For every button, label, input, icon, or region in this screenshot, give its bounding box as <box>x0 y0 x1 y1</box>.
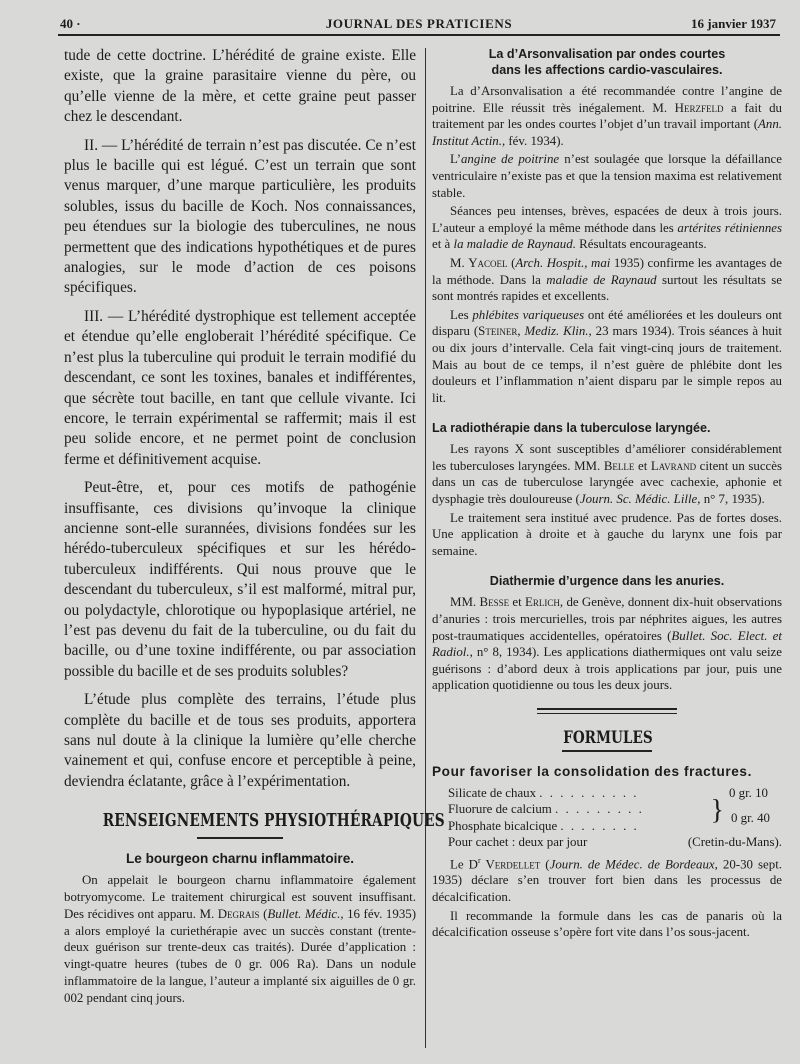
paragraph: Peut-être, et, pour ces motifs de pathogénie insuffisante, ces divisions qu’invoque la clinique ancienne sont-elle surannées, divisions fondées sur les hérédo-tuberculeux spécifiques et sur les hérédo-tuberculeux indifférents. Qui nous prouve que le descendant du tuberculeux, s’il est malformé, mitral pur, ou polydactyle, chlorotique ou hypoplasique artériel, ne l’est pas devenu du fait de la tuberculine, ou du fait du bacille, ou d’une toxine indifférente, ou par association possible du bacille et de ses produits solubles? <box>64 479 416 680</box>
formula-title: Pour favoriser la consolidation des fractures. <box>432 764 752 779</box>
paragraph: L’angine de poitrine n’est soulagée que lorsque la défaillance ventriculaire n’existe pas et que la tension maxima est relativement stable. <box>432 152 783 200</box>
article-title: La d’Arsonvalisation par ondes courtes dans les affections cardio-vasculaires. <box>488 47 726 77</box>
reference: Mediz. Klin., <box>524 324 592 339</box>
article-title: La radiothérapie dans la tuberculose laryngée. <box>432 421 711 436</box>
reference: Ann. Institut Actin., <box>432 117 782 148</box>
running-header <box>58 14 780 36</box>
reference: Journ. Sc. Médic. Lille, <box>579 492 701 507</box>
author-name: Herzfeld <box>674 100 724 115</box>
heredity-article <box>64 46 416 792</box>
cachet-instruction: Pour cachet : deux par jour <box>448 835 588 850</box>
brace-icon: } <box>710 794 724 826</box>
header-rule <box>58 34 780 36</box>
arsonval-article <box>432 83 782 406</box>
author-name: Yacoel <box>468 255 508 270</box>
double-rule <box>537 708 677 714</box>
page-number: 40 · <box>60 16 81 31</box>
section-rule <box>197 837 283 839</box>
paragraph: II. — L’hérédité de terrain n’est pas discutée. Ce n’est plus le bacille qui est légué. C’est un terrain que sont venus marquer, d’une marque particulière, les produits solubles, issus du bacille de Koch. Nos connaissances, peu étendues sur la biologie des tuberculines, ne nous permettent que des indications hypothétiques et de pures analogies, sur le mode d’action de ces poisons spécifiques. <box>64 136 416 297</box>
dot-leader: . . . . . . . . <box>560 818 639 833</box>
paragraph: tude de cette doctrine. L’hérédité de graine existe. Elle existe, que la graine parasitaire vienne du père, ou qu’elle vienne de la mère, et cette graine peut passer chez le descendant. <box>64 47 416 126</box>
reference: Bullet. Médic., <box>267 906 344 921</box>
paragraph: Les phlébites variqueuses ont été améliorées et les douleurs ont disparu (Steiner, Mediz. Klin., 23 mars 1934). Trois séances à huit ou dix jours d’intervalle. Cela fait vingt-cinq jours de traitement. Mais au bout de ce temps, il n’est guère de phlébite dont les douleurs et l’inflammation n’aient disparu par le simple repos au lit. <box>432 307 783 405</box>
paragraph: Le traitement sera institué avec prudence. Pas de fortes doses. Une application à droite et à gauche du larynx une fois par semaine. <box>432 510 782 558</box>
paragraph: On appelait le bourgeon charnu inflammatoire également botryomycome. Le traitement chirurgical est souvent insuffisant. Des récidives ont apparu. M. Degrais (Bullet. Médic., 16 fév. 1935) a alors employé la curiethérapie avec un succès constant (trente-deux guérison sur trente-deux cas traités). Durée d’application : vingt-quatre heures (tubes de 0 gr. 006 Ra). Dans un nodule inflammatoire de la langue, l’auteur a implanté six aiguilles de 0 gr. 002 pendant cinq jours. <box>64 873 417 1005</box>
author-name: Verdellet <box>480 856 541 871</box>
formula-recipe <box>448 785 782 851</box>
paragraph: III. — L’hérédité dystrophique est tellement acceptée et étendue qu’elle engloberait l’hérédité spécifique. Ce n’est plus la tuberculine qui produit le terrain modifié du descendant, ce sont les toxines, banales et indifférentes, que sécrète tout bacille, en tant que cellule vivante. Ici encore, le terrain expérimental se raffermit; mais il est peu solide encore, et ne permet point de conclusion ferme et définitivement acquise. <box>64 307 416 468</box>
paragraph: L’étude plus complète des terrains, l’étude plus complète du bacille et de tous ses produits, apportera sans nul doute à la clinique la lumière qu’elle cherche vainement et qui, confuse encore et perceptible à peine, deviendra éclatante, grâce à l’expérimentation. <box>64 691 416 790</box>
dot-leader: . . . . . . . . . <box>555 802 644 817</box>
author-name: Degrais <box>217 906 260 921</box>
paragraph: Le $D^r$ Verdellet (Journ. de Médec. de Bordeaux, 20-30 sept. 1935) déclare s’en trouver fort bien dans les processus de décalcification. <box>432 855 782 905</box>
author-name: Lavrand <box>650 458 697 473</box>
paragraph: La d’Arsonvalisation a été recommandée contre l’angine de poitrine. Elle réussit très inégalement. M. Herzfeld a fait du traitement par les ondes courtes l’objet d’un travail important (Ann. Institut Actin., fév. 1934). <box>432 84 782 148</box>
recipe-line <box>448 785 782 801</box>
paragraph: Séances peu intenses, brèves, espacées de deux à trois jours. L’auteur a employé la même méthode dans les artérites rétiniennes et à la maladie de Raynaud. Résultats encourageants. <box>432 204 783 252</box>
diathermy-article <box>432 594 782 694</box>
paragraph: Les rayons X sont susceptibles d’améliorer considérablement les tuberculoses laryngées. MM. Belle et Lavrand citent un succès dans un cas de tuberculose laryngée avec cachexie, aphonie et dysphagie très douloureuse (Journ. Sc. Médic. Lille, n° 7, 1935). <box>432 442 783 507</box>
shared-dose: 0 gr. 40 <box>730 810 770 825</box>
section-title: RENSEIGNEMENTS PHYSIOTHÉRAPIQUES <box>102 810 445 832</box>
recipe-line <box>448 834 782 850</box>
author-name: Belle <box>603 458 635 473</box>
paragraph: MM. Besse et Erlich, de Genève, donnent dix-huit observations d’anuries : trois mercurielles, trois par néphrites aigues, les autres post-traumatiques accidentelles, opératoires (Bullet. Soc. Elect. et Radiol., n° 8, 1934). Les applications diathermiques ont valu seize guérisons : d’abord deux à trois applications par jour, puis une application quotidienne ou tous les deux jours. <box>432 595 782 693</box>
left-column <box>64 46 445 1009</box>
paragraph: M. Yacoel (Arch. Hospit., mai 1935) confirme les avantages de la méthode. Dans la maladie de Raynaud surtout les résultats se sont montrés rapides et excellents. <box>432 255 782 304</box>
formules-heading <box>552 728 662 752</box>
formules-title: FORMULES <box>563 728 653 748</box>
ingredient-name: Phosphate bicalcique <box>448 818 558 833</box>
author-name: Erlich <box>525 595 560 610</box>
author-name: Steiner <box>478 324 518 339</box>
issue-date: 16 janvier 1937 <box>691 16 776 31</box>
author-name: Besse <box>479 595 510 610</box>
right-column <box>432 46 782 943</box>
dot-leader: . . . . . . . . . . <box>539 786 639 800</box>
paragraph: Il recommande la formule dans les cas de panaris où la décalcification osseuse s’opère fort vite dans l’os sous-jacent. <box>432 908 782 940</box>
formula-source: (Cretin-du-Mans). <box>687 835 782 850</box>
ingredient-name: Silicate de chaux <box>448 786 537 800</box>
formules-underline <box>562 750 652 752</box>
reference: Bullet. Soc. Elect. et Radiol., <box>432 628 782 660</box>
column-divider <box>425 48 426 1048</box>
article-title: Le bourgeon charnu inflammatoire. <box>125 851 355 867</box>
journal-title: JOURNAL DES PRATICIENS <box>325 16 513 31</box>
article-title: Diathermie d’urgence dans les anuries. <box>489 574 725 589</box>
ingredient-name: Fluorure de calcium <box>448 802 552 817</box>
verdellet-article <box>432 853 782 941</box>
reference: Arch. Hospit., mai <box>515 255 611 270</box>
ingredient-dose: 0 gr. 10 <box>728 786 768 800</box>
radiotherapy-article <box>432 441 782 559</box>
reference: Journ. de Médec. de Bordeaux, <box>549 856 718 871</box>
